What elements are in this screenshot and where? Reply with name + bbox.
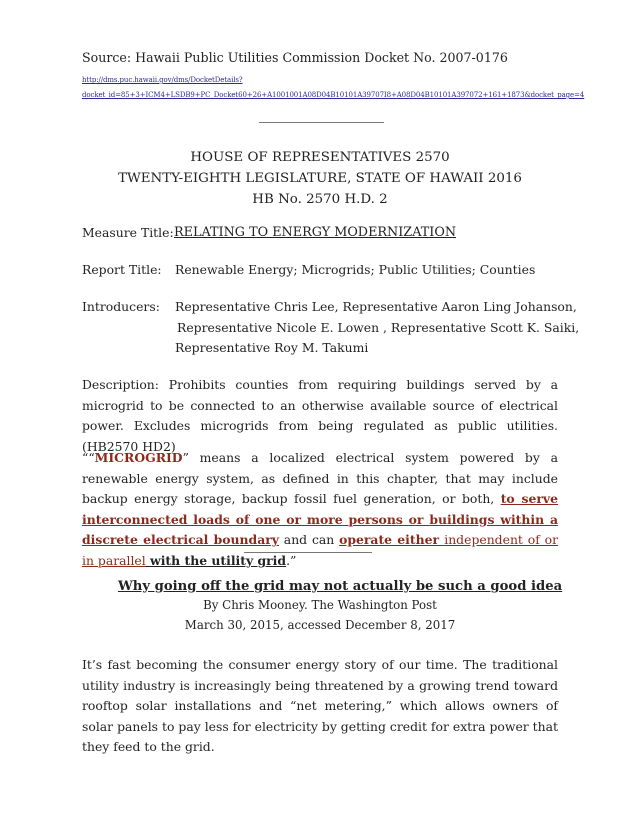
definition-emphasis-grid: with the utility grid	[145, 552, 287, 568]
docket-link-line-1[interactable]: http://dms.puc.hawaii.gov/dms/DocketDetails?	[82, 76, 243, 84]
introducers-line: Representative Nicole E. Lowen , Representative Scott K. Saiki,	[177, 320, 580, 335]
introducers-label: Introducers:	[82, 299, 160, 314]
definition-text: ” means a localized electrical system powered by a renewable energy system, as defined in this chapter, that may include backup energy storage, backup fossil fuel generation, or both,	[82, 450, 558, 507]
open-quote: ““	[82, 450, 95, 465]
article-date: March 30, 2015, accessed December 8, 2017	[184, 618, 456, 632]
docket-link-line-2[interactable]: docket_id=85+3+ICM4+LSDB9+PC_Docket60+26+A1001001A08D04B10101A39707I8+A08D04B10101A397072+161+1873&docket_page=4	[82, 91, 585, 99]
article-byline: By Chris Mooney. The Washington Post	[203, 598, 437, 612]
definition-end: .”	[286, 552, 297, 568]
definition-emphasis-operate: operate either	[339, 532, 445, 548]
introducers-line: Representative Roy M. Takumi	[175, 340, 369, 355]
definition-emphasis-parallel: independent of or in parallel	[82, 532, 559, 568]
source-line: Source: Hawaii Public Utilities Commission Docket No. 2007-0176	[82, 50, 508, 65]
measure-title-value: RELATING TO ENERGY MODERNIZATION	[174, 225, 457, 240]
description-paragraph: Description: Prohibits counties from requiring buildings served by a microgrid to be connected to an otherwise available source of electrical power. Excludes microgrids from being regulated as public utilities. (HB2570 HD2)	[82, 377, 558, 454]
bill-heading-number: HB No. 2570 H.D. 2	[252, 192, 388, 207]
definition-emphasis-loads: to serve interconnected loads of one or more persons or buildings within a discrete electrical boundary	[82, 491, 558, 548]
measure-title-label: Measure Title:	[82, 225, 174, 240]
bill-heading-house: HOUSE OF REPRESENTATIVES 2570	[190, 150, 450, 165]
bill-heading-legislature: TWENTY-EIGHTH LEGISLATURE, STATE OF HAWAII 2016	[118, 171, 522, 186]
report-title-value: Renewable Energy; Microgrids; Public Utilities; Counties	[175, 262, 536, 277]
microgrid-definition	[82, 448, 558, 572]
divider	[259, 122, 384, 123]
divider	[244, 552, 372, 553]
article-title: Why going off the grid may not actually be such a good idea	[118, 579, 563, 594]
introducers-line: Representative Chris Lee, Representative Aaron Ling Johanson,	[175, 299, 577, 314]
microgrid-term: MICROGRID	[94, 450, 183, 465]
article-body-paragraph: It’s fast becoming the consumer energy story of our time. The traditional utility industry is increasingly being threatened by a growing trend toward rooftop solar installations and “net metering,” which allows owners of solar panels to pay less for electricity by getting credit for extra power that they feed to the grid.	[82, 657, 558, 755]
definition-text: and can	[278, 532, 340, 548]
report-title-label: Report Title:	[82, 262, 162, 277]
